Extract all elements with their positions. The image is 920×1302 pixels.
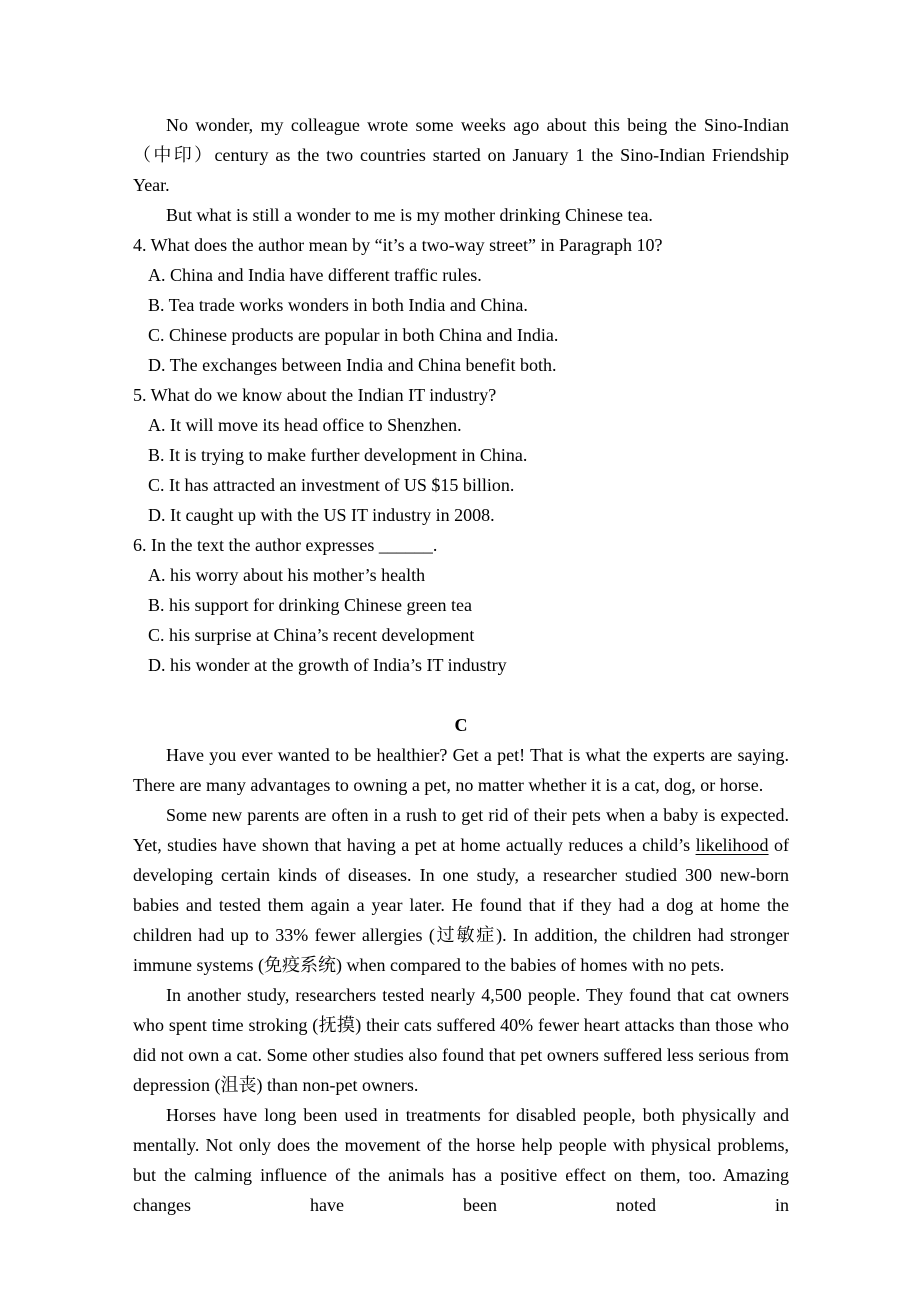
passage-c-paragraph-3: In another study, researchers tested nearly 4,500 people. They found that cat owners who spent time stroking (抚摸) their cats suffered 40% fewer heart attacks than those who did not own a cat. Some other studies also found that pet owners suffered less serious from depression (沮丧) than non-pet owners. [133,985,789,1095]
question-5-stem: 5. What do we know about the Indian IT industry? [133,385,497,405]
question-5-option-b: B. It is trying to make further development in China. [148,445,528,465]
passage-b-paragraph-1: No wonder, my colleague wrote some weeks ago about this being the Sino-Indian（中印）century as the two countries started on January 1 the Sino-Indian Friendship Year. [133,115,789,195]
passage-c-paragraph-2-pre: Some new parents are often in a rush to get rid of their pets when a baby is expected. Yet, studies have shown that having a pet at home actually reduces a child’s [133,805,789,855]
section-c-heading: C [454,715,468,735]
question-4-option-d: D. The exchanges between India and China benefit both. [148,355,557,375]
passage-c-paragraph-2-post: of developing certain kinds of diseases. In one study, a researcher studied 300 new-born babies and tested them again a year later. He found that if they had a dog at home the children had up to 33% fewer allergies (过敏症). In addition, the children had stronger immune systems (免疫系统) when compared to the babies of homes with no pets. [133,835,789,975]
question-6-option-c: C. his surprise at China’s recent development [148,625,475,645]
question-6-option-b: B. his support for drinking Chinese green tea [148,595,472,615]
question-4-option-b: B. Tea trade works wonders in both India and China. [148,295,528,315]
underlined-word-likelihood: likelihood [695,835,769,855]
passage-c-paragraph-2 [133,800,789,980]
document-content [133,110,789,1220]
question-6-option-a: A. his worry about his mother’s health [148,565,426,585]
question-4-option-c: C. Chinese products are popular in both China and India. [148,325,559,345]
question-5-option-c: C. It has attracted an investment of US $15 billion. [148,475,515,495]
question-4-option-a: A. China and India have different traffic rules. [148,265,482,285]
question-5-option-a: A. It will move its head office to Shenzhen. [148,415,462,435]
passage-b-paragraph-2: But what is still a wonder to me is my mother drinking Chinese tea. [166,205,653,225]
question-6-option-d: D. his wonder at the growth of India’s IT industry [148,655,507,675]
question-4-stem: 4. What does the author mean by “it’s a two-way street” in Paragraph 10? [133,235,663,255]
passage-c-paragraph-4: Horses have long been used in treatments for disabled people, both physically and mentally. Not only does the movement of the horse help people with physical problems, but the calming influence of the animals has a positive effect on them, too. Amazing changes have been noted in [133,1105,789,1215]
passage-c-paragraph-1: Have you ever wanted to be healthier? Get a pet! That is what the experts are saying. There are many advantages to owning a pet, no matter whether it is a cat, dog, or horse. [133,745,789,795]
question-5-option-d: D. It caught up with the US IT industry in 2008. [148,505,495,525]
question-6-stem: 6. In the text the author expresses ______. [133,535,438,555]
question-6 [133,530,789,680]
question-4 [133,230,789,380]
question-5 [133,380,789,530]
